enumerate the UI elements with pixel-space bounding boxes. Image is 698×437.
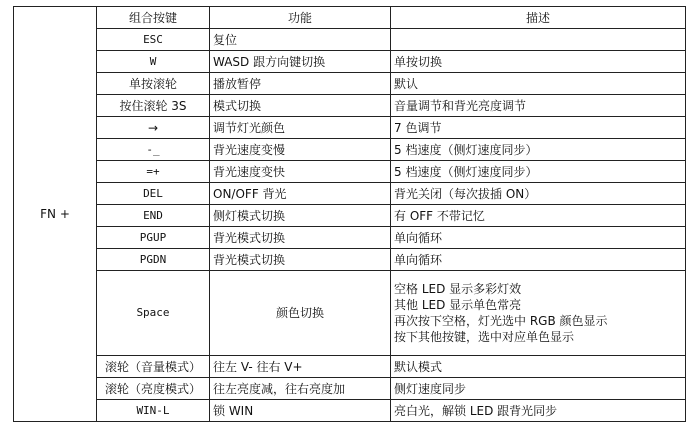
- key-cell: 滚轮（亮度模式）: [97, 378, 210, 400]
- function-cell: 复位: [210, 29, 391, 51]
- function-cell: 调节灯光颜色: [210, 117, 391, 139]
- description-cell: 亮白光，解锁 LED 跟背光同步: [391, 400, 686, 422]
- function-cell: 往左亮度减，往右亮度加: [210, 378, 391, 400]
- key-cell: W: [97, 51, 210, 73]
- key-cell: →: [97, 117, 210, 139]
- table-row: [14, 205, 686, 227]
- description-line: 按下其他按键，选中对应单色显示: [394, 330, 575, 344]
- function-cell: WASD 跟方向键切换: [210, 51, 391, 73]
- table-row: [14, 161, 686, 183]
- header-function: 功能: [210, 7, 391, 29]
- description-line: 空格 LED 显示多彩灯效: [394, 282, 522, 296]
- description-cell: [391, 271, 686, 356]
- description-cell: 5 档速度（侧灯速度同步）: [391, 161, 686, 183]
- function-cell: 侧灯模式切换: [210, 205, 391, 227]
- function-cell: 播放暂停: [210, 73, 391, 95]
- fn-label: FN +: [40, 207, 70, 221]
- function-cell: 颜色切换: [210, 271, 391, 356]
- key-cell: DEL: [97, 183, 210, 205]
- table-row: [14, 356, 686, 378]
- header-row: [14, 7, 686, 29]
- description-cell: [391, 29, 686, 51]
- fn-modifier-cell: [14, 7, 97, 422]
- table-row: [14, 227, 686, 249]
- table-row: [14, 29, 686, 51]
- key-cell: -_: [97, 139, 210, 161]
- description-cell: 背光关闭（每次拔插 ON）: [391, 183, 686, 205]
- shortcut-table: [13, 6, 686, 422]
- key-cell: WIN-L: [97, 400, 210, 422]
- header-combo: 组合按键: [97, 7, 210, 29]
- description-line: 其他 LED 显示单色常亮: [394, 298, 522, 312]
- key-cell: 单按滚轮: [97, 73, 210, 95]
- table-row: [14, 51, 686, 73]
- description-cell: 7 色调节: [391, 117, 686, 139]
- key-cell: 滚轮（音量模式）: [97, 356, 210, 378]
- key-cell: PGDN: [97, 249, 210, 271]
- table-row: [14, 95, 686, 117]
- description-cell: 侧灯速度同步: [391, 378, 686, 400]
- description-cell: 单向循环: [391, 227, 686, 249]
- header-description: 描述: [391, 7, 686, 29]
- function-cell: ON/OFF 背光: [210, 183, 391, 205]
- description-cell: 单按切换: [391, 51, 686, 73]
- function-cell: 背光模式切换: [210, 227, 391, 249]
- description-cell: 默认: [391, 73, 686, 95]
- description-line: 再次按下空格，灯光选中 RGB 颜色显示: [394, 314, 608, 328]
- key-cell: ESC: [97, 29, 210, 51]
- table-row: [14, 73, 686, 95]
- table-row: [14, 400, 686, 422]
- function-cell: 往左 V- 往右 V+: [210, 356, 391, 378]
- key-cell: PGUP: [97, 227, 210, 249]
- key-cell: END: [97, 205, 210, 227]
- description-cell: 单向循环: [391, 249, 686, 271]
- description-cell: 默认模式: [391, 356, 686, 378]
- key-cell: Space: [97, 271, 210, 356]
- function-cell: 模式切换: [210, 95, 391, 117]
- function-cell: 背光速度变快: [210, 161, 391, 183]
- key-cell: 按住滚轮 3S: [97, 95, 210, 117]
- function-cell: 背光速度变慢: [210, 139, 391, 161]
- table-row: [14, 249, 686, 271]
- description-cell: 有 OFF 不带记忆: [391, 205, 686, 227]
- function-cell: 锁 WIN: [210, 400, 391, 422]
- table-row: [14, 139, 686, 161]
- function-cell: 背光模式切换: [210, 249, 391, 271]
- space-row: [14, 271, 686, 356]
- key-cell: =+: [97, 161, 210, 183]
- table-row: [14, 378, 686, 400]
- description-cell: 5 档速度（侧灯速度同步）: [391, 139, 686, 161]
- description-cell: 音量调节和背光亮度调节: [391, 95, 686, 117]
- table-row: [14, 117, 686, 139]
- table-row: [14, 183, 686, 205]
